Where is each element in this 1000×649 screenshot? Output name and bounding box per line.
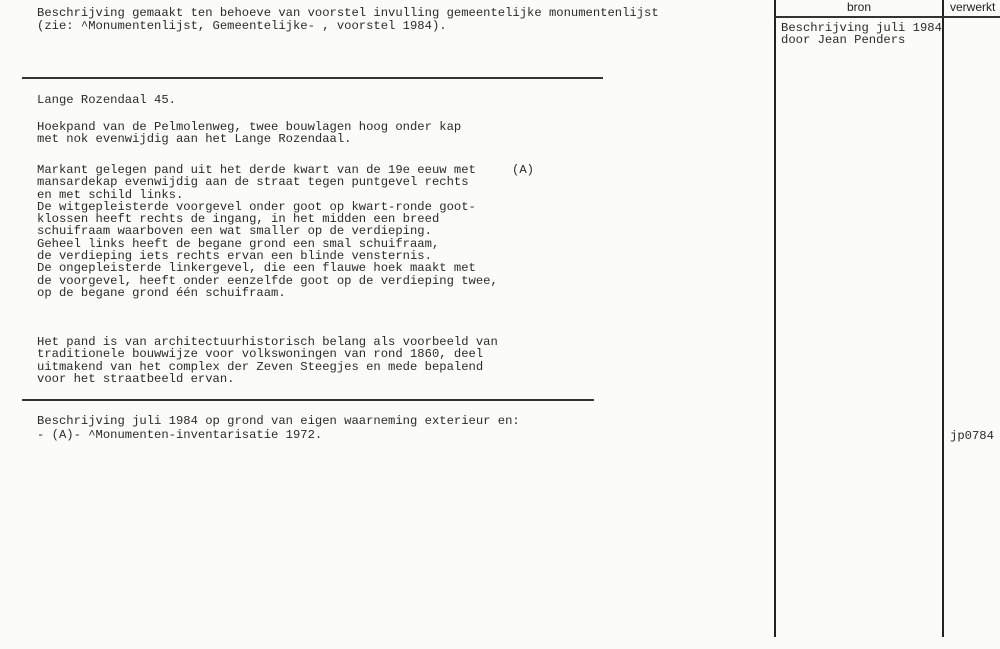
address: Lange Rozendaal 45. [37,93,176,107]
paragraph-2: Markant gelegen pand uit het derde kwart van de 19e eeuw met mansardekap evenwijdig aan de straat tegen puntgevel rechts en met schild links. De witgepleisterde voorgevel onder goot op kwart-ronde goot- klossen heeft rechts de ingang, in het midden een breed schuifraam waarboven een wat smaller op de verdieping. Geheel links heeft de begane grond een smal schuifraam, de verdieping iets rechts ervan een blinde vensternis. De ongepleisterde linkergevel, die een flauwe hoek maakt met de voorgevel, heeft onder eenzelfde goot op de verdieping twee, op de begane grond één schuifraam. [37,163,498,300]
paragraph-1: Hoekpand van de Pelmolenweg, twee bouwlagen hoog onder kap met nok evenwijdig aan het Lange Rozendaal. [37,120,462,147]
footer-line-1: Beschrijving juli 1984 op grond van eigen waarneming exterieur en: [37,414,520,428]
column-header-verwerkt: verwerkt [950,0,996,14]
verwerkt-code: jp0784 [950,429,994,443]
divider-top [22,77,603,79]
intro-line-2: (zie: ^Monumentenlijst, Gemeentelijke- , voorstel 1984). [37,19,447,33]
column-divider-bron [774,0,776,637]
source-ref: (A) [512,163,534,177]
paragraph-3: Het pand is van architectuurhistorisch belang als voorbeeld van traditionele bouwwijze voor volkswoningen van rond 1860, deel uitmakend van het complex der Zeven Steegjes en mede bepalend voor het straatbeeld ervan. [37,335,498,387]
column-divider-verwerkt [942,0,944,637]
intro-line-1: Beschrijving gemaakt ten behoeve van voorstel invulling gemeentelijke monumentenlijst [37,6,659,20]
column-header-rule [775,16,1000,18]
footer-line-2: - (A)- ^Monumenten-inventarisatie 1972. [37,428,323,442]
bron-text: Beschrijving juli 1984 door Jean Penders [781,21,942,48]
divider-bottom [22,399,594,401]
column-header-bron: bron [846,0,872,14]
